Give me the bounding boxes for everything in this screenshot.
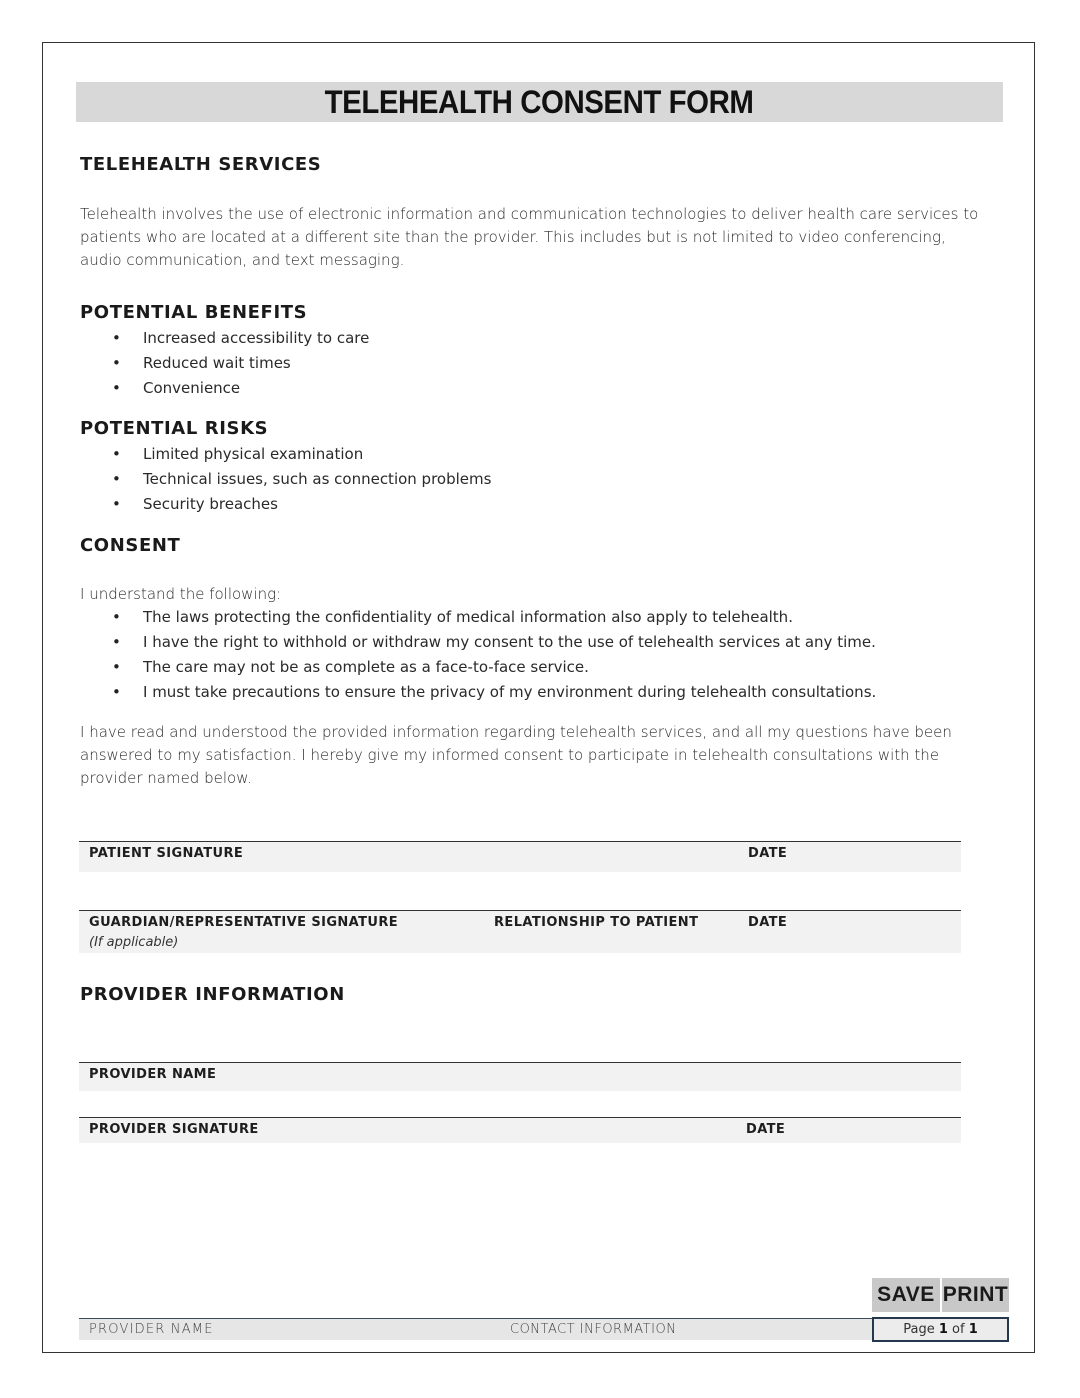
save-button[interactable]: SAVE [872,1278,940,1312]
guardian-signature-label: GUARDIAN/REPRESENTATIVE SIGNATURE [89,915,399,930]
provider-name-field[interactable] [79,1062,961,1091]
services-heading: TELEHEALTH SERVICES [80,154,322,175]
provider-signature-label: PROVIDER SIGNATURE [89,1122,259,1137]
list-item: • I have the right to withhold or withdraw my consent to the use of telehealth services at any time. [112,630,876,655]
guardian-applicable-note: (If applicable) [89,935,179,950]
benefits-heading: POTENTIAL BENEFITS [80,302,308,323]
page-total: 1 [968,1322,978,1337]
page-of: of [952,1322,965,1337]
provider-date-label: DATE [746,1122,786,1137]
title-banner [76,82,1003,122]
list-item: • Reduced wait times [112,351,369,376]
consent-statement: I have read and understood the provided information regarding telehealth services, and all my questions have been answered to my satisfaction. I hereby give my informed consent to participate in telehealth consultations with the provider named below. [80,723,952,787]
consent-heading: CONSENT [80,535,181,556]
patient-date-label: DATE [748,846,788,861]
list-item: • The care may not be as complete as a face-to-face service. [112,655,876,680]
page-prefix: Page [903,1322,935,1337]
patient-signature-label: PATIENT SIGNATURE [89,846,244,861]
benefits-list [112,326,369,401]
services-description: Telehealth involves the use of electronic information and communication technologies to deliver health care services to patients who are located at a different site than the provider. This includes but is not limited to video conferencing, audio communication, and text messaging. [80,205,979,269]
list-item: • The laws protecting the confidentiality of medical information also apply to telehealth. [112,605,876,630]
print-button[interactable]: PRINT [942,1278,1009,1312]
footer-bar [79,1318,872,1340]
list-item: • I must take precautions to ensure the privacy of my environment during telehealth consultations. [112,680,876,705]
relationship-label: RELATIONSHIP TO PATIENT [494,915,699,930]
page-current: 1 [938,1322,948,1337]
list-item: • Convenience [112,376,369,401]
form-title: TELEHEALTH CONSENT FORM [325,83,754,120]
guardian-date-label: DATE [748,915,788,930]
risks-list [112,442,491,517]
patient-signature-field[interactable] [79,841,961,872]
risks-heading: POTENTIAL RISKS [80,418,269,439]
provider-heading: PROVIDER INFORMATION [80,984,345,1005]
footer-contact-info: CONTACT INFORMATION [510,1322,677,1337]
consent-intro: I understand the following: [80,585,282,603]
list-item: • Limited physical examination [112,442,491,467]
list-item: • Increased accessibility to care [112,326,369,351]
guardian-signature-field[interactable] [79,910,961,953]
page-indicator [872,1317,1009,1342]
list-item: • Technical issues, such as connection problems [112,467,491,492]
provider-name-label: PROVIDER NAME [89,1067,217,1082]
consent-list [112,605,876,705]
footer-provider-name: PROVIDER NAME [89,1322,214,1337]
list-item: • Security breaches [112,492,491,517]
provider-signature-field[interactable] [79,1117,961,1143]
